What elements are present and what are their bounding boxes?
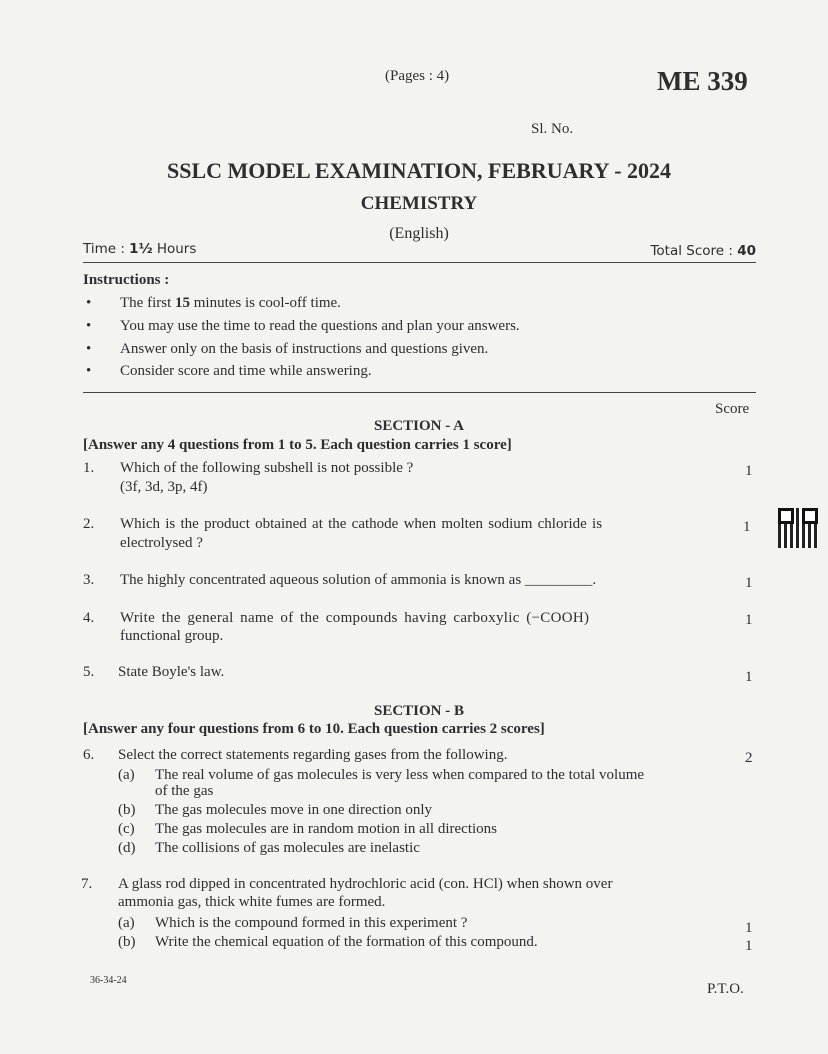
part-text: Which is the compound formed in this experiment ? (155, 915, 468, 931)
page-turn-over: P.T.O. (707, 981, 744, 997)
option-label: (c) (118, 821, 135, 837)
instruction-item: • You may use the time to read the questions and plan your answers. (86, 318, 520, 334)
time-label: Time : (83, 241, 130, 257)
option-text: of the gas (155, 783, 214, 799)
question-score: 1 (745, 669, 753, 685)
question-number: 5. (83, 664, 95, 680)
question-text: (3f, 3d, 3p, 4f) (120, 479, 208, 495)
instruction-text: minutes is cool-off time. (189, 295, 341, 311)
serial-number-label: Sl. No. (531, 121, 574, 137)
question-number: 4. (83, 610, 95, 626)
question-number: 1. (83, 460, 95, 476)
time-allowed (83, 240, 196, 258)
instruction-item: • The first 15 minutes is cool-off time. (86, 295, 341, 311)
question-text: The highly concentrated aqueous solution of ammonia is known as _________. (120, 572, 597, 588)
instruction-text: The first (120, 295, 175, 311)
option-text: The real volume of gas molecules is very less when compared to the total volume (155, 767, 645, 783)
question-text: functional group. (120, 628, 224, 644)
question-score: 1 (745, 575, 753, 591)
divider (83, 392, 756, 393)
question-number: 7. (81, 876, 93, 892)
qr-code (778, 508, 818, 548)
question-text: ammonia gas, thick white fumes are formed. (118, 894, 386, 910)
paper-code: ME 339 (657, 66, 748, 96)
exam-title: SSLC MODEL EXAMINATION, FEBRUARY - 2024 (166, 158, 672, 183)
question-text: Which is the product obtained at the cathode when molten sodium chloride is (120, 516, 603, 532)
question-score: 1 (745, 920, 753, 936)
option-label: (a) (118, 767, 135, 783)
section-b-instructions: [Answer any four questions from 6 to 10. Each question carries 2 scores] (83, 721, 545, 737)
divider (83, 262, 756, 263)
question-text: Select the correct statements regarding gases from the following. (118, 747, 508, 763)
instruction-item: • Consider score and time while answering. (86, 363, 372, 379)
question-score: 1 (745, 612, 753, 628)
question-score: 1 (743, 519, 751, 535)
score-column-header: Score (715, 401, 750, 417)
total-score (650, 242, 756, 260)
question-score: 1 (745, 938, 753, 954)
subject-title: CHEMISTRY (360, 193, 478, 214)
total-score-label: Total Score : (650, 243, 738, 259)
option-label: (d) (118, 840, 136, 856)
option-text: The collisions of gas molecules are inelastic (155, 840, 420, 856)
part-label: (b) (118, 934, 136, 950)
instruction-text: You may use the time to read the questions and plan your answers. (120, 318, 520, 334)
question-number: 2. (83, 516, 95, 532)
instruction-text: Consider score and time while answering. (120, 363, 372, 379)
instructions-heading: Instructions : (83, 272, 170, 288)
time-value: 1½ (129, 241, 153, 257)
part-label: (a) (118, 915, 135, 931)
question-score: 1 (745, 463, 753, 479)
part-text: Write the chemical equation of the formation of this compound. (155, 934, 538, 950)
option-label: (b) (118, 802, 136, 818)
question-text: Which of the following subshell is not possible ? (120, 460, 414, 476)
time-unit: Hours (152, 241, 197, 257)
instruction-item: • Answer only on the basis of instructions and questions given. (86, 341, 489, 357)
question-score: 2 (745, 750, 753, 766)
total-score-value: 40 (737, 243, 756, 259)
page-count: (Pages : 4) (385, 68, 450, 84)
instruction-bold: 15 (174, 295, 190, 311)
question-text: State Boyle's law. (118, 664, 225, 680)
instruction-text: Answer only on the basis of instructions and questions given. (120, 341, 489, 357)
medium: (English) (389, 225, 449, 242)
question-number: 6. (83, 747, 95, 763)
section-a-instructions: [Answer any 4 questions from 1 to 5. Each question carries 1 score] (83, 437, 512, 453)
question-number: 3. (83, 572, 95, 588)
section-b-title: SECTION - B (373, 703, 465, 719)
question-text: A glass rod dipped in concentrated hydrochloric acid (con. HCl) when shown over (118, 876, 613, 892)
option-text: The gas molecules move in one direction only (155, 802, 433, 818)
question-text: electrolysed ? (120, 535, 203, 551)
option-text: The gas molecules are in random motion in all directions (155, 821, 497, 837)
question-text: Write the general name of the compounds having carboxylic (−COOH) (120, 610, 590, 626)
section-a-title: SECTION - A (373, 418, 465, 434)
footer-code: 36-34-24 (90, 975, 127, 986)
